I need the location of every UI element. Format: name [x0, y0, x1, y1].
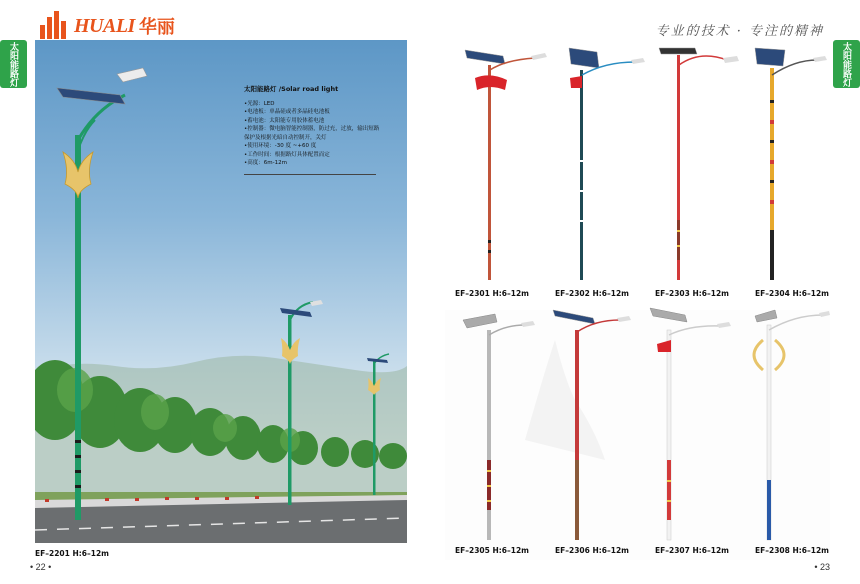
brand-logo: [40, 10, 175, 42]
spec-title: 太阳能路灯 /Solar road light: [244, 85, 339, 93]
model-label: EF–2308 H:6–12m: [755, 546, 829, 555]
model-label: EF–2303 H:6–12m: [655, 289, 729, 298]
spec-line: •工作时间：根据路灯具体配置而定: [244, 151, 330, 158]
logo-text: HUALI: [74, 14, 135, 37]
side-tab-right: 太阳能路灯: [833, 40, 860, 88]
product-image-2301: [465, 50, 547, 280]
logo-cn: 华丽: [138, 17, 175, 38]
spec-line: •使用环境：-30 度 ~+60 度: [244, 143, 317, 149]
logo-mark-icon: [40, 11, 70, 41]
spec-line: •高度：6m-12m: [244, 160, 287, 166]
product-image-2304: [755, 48, 827, 280]
spec-line: •电池板：单晶硅或者多晶硅电池板: [244, 109, 330, 115]
spec-block: [244, 85, 384, 175]
spec-line: •控制器：微电脑智能控制器，防过充，过放，输出短路保护及根据光暗自动控制开，关灯: [244, 126, 380, 141]
model-label: EF–2307 H:6–12m: [655, 546, 729, 555]
model-label: EF–2304 H:6–12m: [755, 289, 829, 298]
model-label-main: EF–2201 H:6–12m: [35, 549, 109, 558]
model-label: EF–2306 H:6–12m: [555, 546, 629, 555]
model-label: EF–2305 H:6–12m: [455, 546, 529, 555]
model-label: EF–2301 H:6–12m: [455, 289, 529, 298]
product-image-2303: [659, 48, 739, 280]
product-grid: [445, 40, 830, 560]
model-label: EF–2302 H:6–12m: [555, 289, 629, 298]
side-tab-left: 太阳能路灯: [0, 40, 27, 88]
spec-line: •光源：LED: [244, 100, 275, 107]
spec-divider: [244, 174, 376, 175]
page-number-left-value: 22: [35, 562, 46, 572]
page-number-left: • 22 •: [30, 562, 52, 572]
spec-line: •蓄电池：太阳能专用胶体蓄电池: [244, 117, 325, 124]
page-number-right: • 23: [814, 562, 830, 572]
page-number-right-value: 23: [819, 562, 830, 572]
slogan: 专业的技术 · 专注的精神: [655, 24, 824, 39]
product-image-2302: [569, 48, 645, 280]
